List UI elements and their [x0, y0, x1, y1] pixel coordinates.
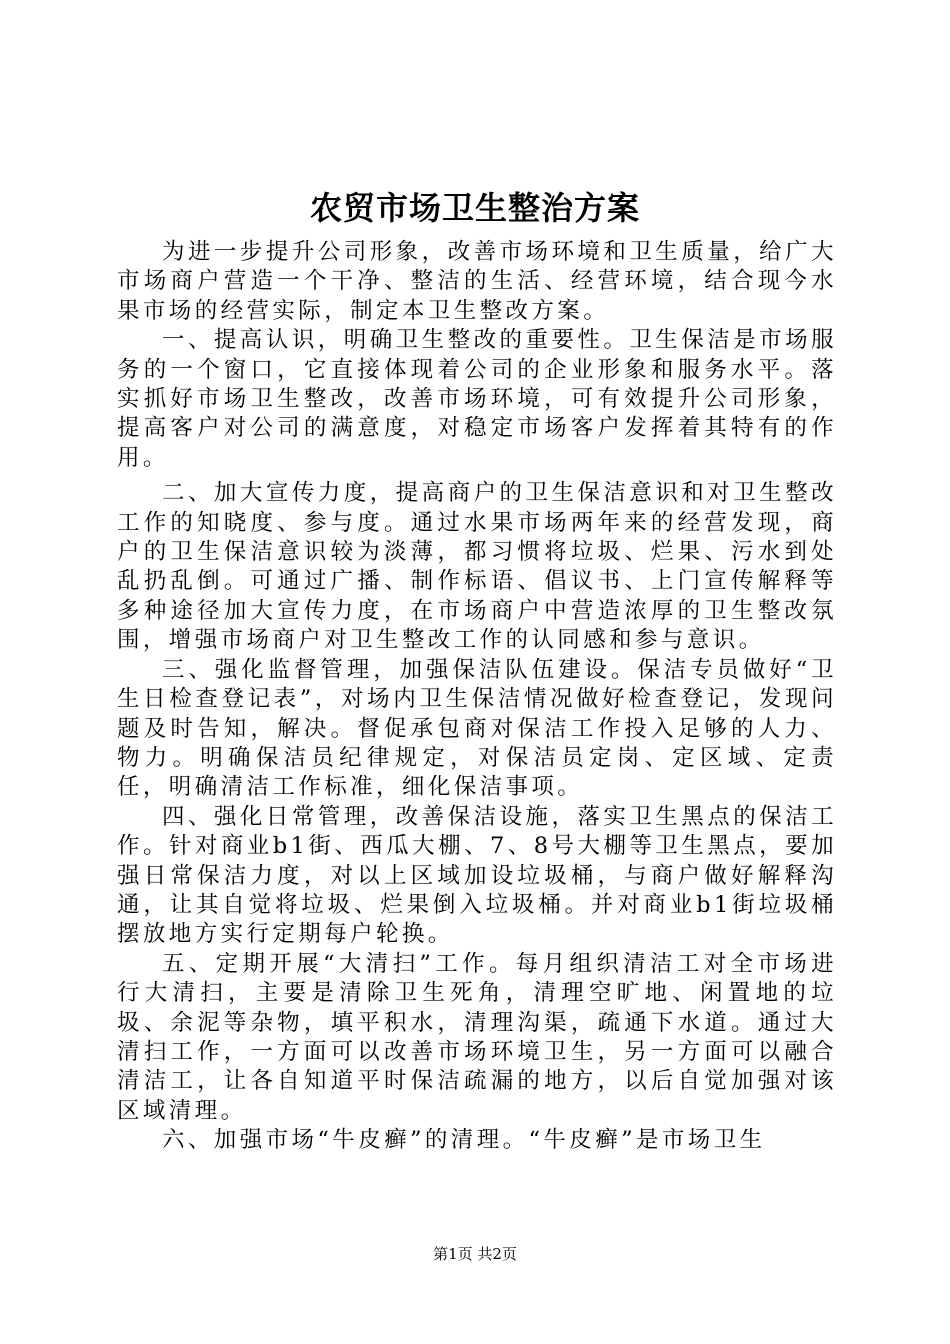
- paragraph-intro: 为进一步提升公司形象，改善市场环境和卫生质量，给广大市场商户营造一个干净、整洁的生活、经营环境，结合现今水果市场的经营实际，制定本卫生整改方案。: [117, 239, 837, 324]
- document-title: 农贸市场卫生整治方案: [309, 189, 640, 227]
- paragraph-section-3: 三、强化监督管理，加强保洁队伍建设。保洁专员做好“卫生日检查登记表”，对场内卫生保洁情况做好检查登记，发现问题及时告知，解决。督促承包商对保洁工作投入足够的人力、物力。明确保洁员纪律规定，对保洁员定岗、定区域、定责任，明确清洁工作标准，细化保洁事项。: [117, 656, 837, 801]
- paragraph-section-5: 五、定期开展“大清扫”工作。每月组织清洁工对全市场进行大清扫，主要是清除卫生死角，清理空旷地、闲置地的垃圾、余泥等杂物，填平积水，清理沟渠，疏通下水道。通过大清扫工作，一方面可以改善市场环境卫生，另一方面可以融合清洁工，让各自知道平时保洁疏漏的地方，以后自觉加强对该区域清理。: [117, 950, 837, 1124]
- paragraph-section-1: 一、提高认识，明确卫生整改的重要性。卫生保洁是市场服务的一个窗口，它直接体现着公司的企业形象和服务水平。落实抓好市场卫生整改，改善市场环境，可有效提升公司形象，提高客户对公司的满意度，对稳定市场客户发挥着其特有的作用。: [117, 327, 837, 471]
- paragraph-section-6: 六、加强市场“牛皮癣”的清理。“牛皮癣”是市场卫生: [162, 1127, 766, 1154]
- paragraph-section-2: 二、加大宣传力度，提高商户的卫生保洁意识和对卫生整改工作的知晓度、参与度。通过水果市场两年来的经营发现，商户的卫生保洁意识较为淡薄，都习惯将垃圾、烂果、污水到处乱扔乱倒。可通过广播、制作标语、倡议书、上门宣传解释等多种途径加大宣传力度，在市场商户中营造浓厚的卫生整改氛围，增强市场商户对卫生整改工作的认同感和参与意识。: [117, 480, 837, 654]
- document-body: [117, 238, 837, 1156]
- paragraph-section-4: 四、强化日常管理，改善保洁设施，落实卫生黑点的保洁工作。针对商业b1街、西瓜大棚、7、8号大棚等卫生黑点，要加强日常保洁力度，对以上区域加设垃圾桶，与商户做好解释沟通，让其自觉将垃圾、烂果倒入垃圾桶。并对商业b1街垃圾桶摆放地方实行定期每户轮换。: [117, 803, 837, 948]
- page-footer: 第1页 共2页: [433, 1245, 517, 1263]
